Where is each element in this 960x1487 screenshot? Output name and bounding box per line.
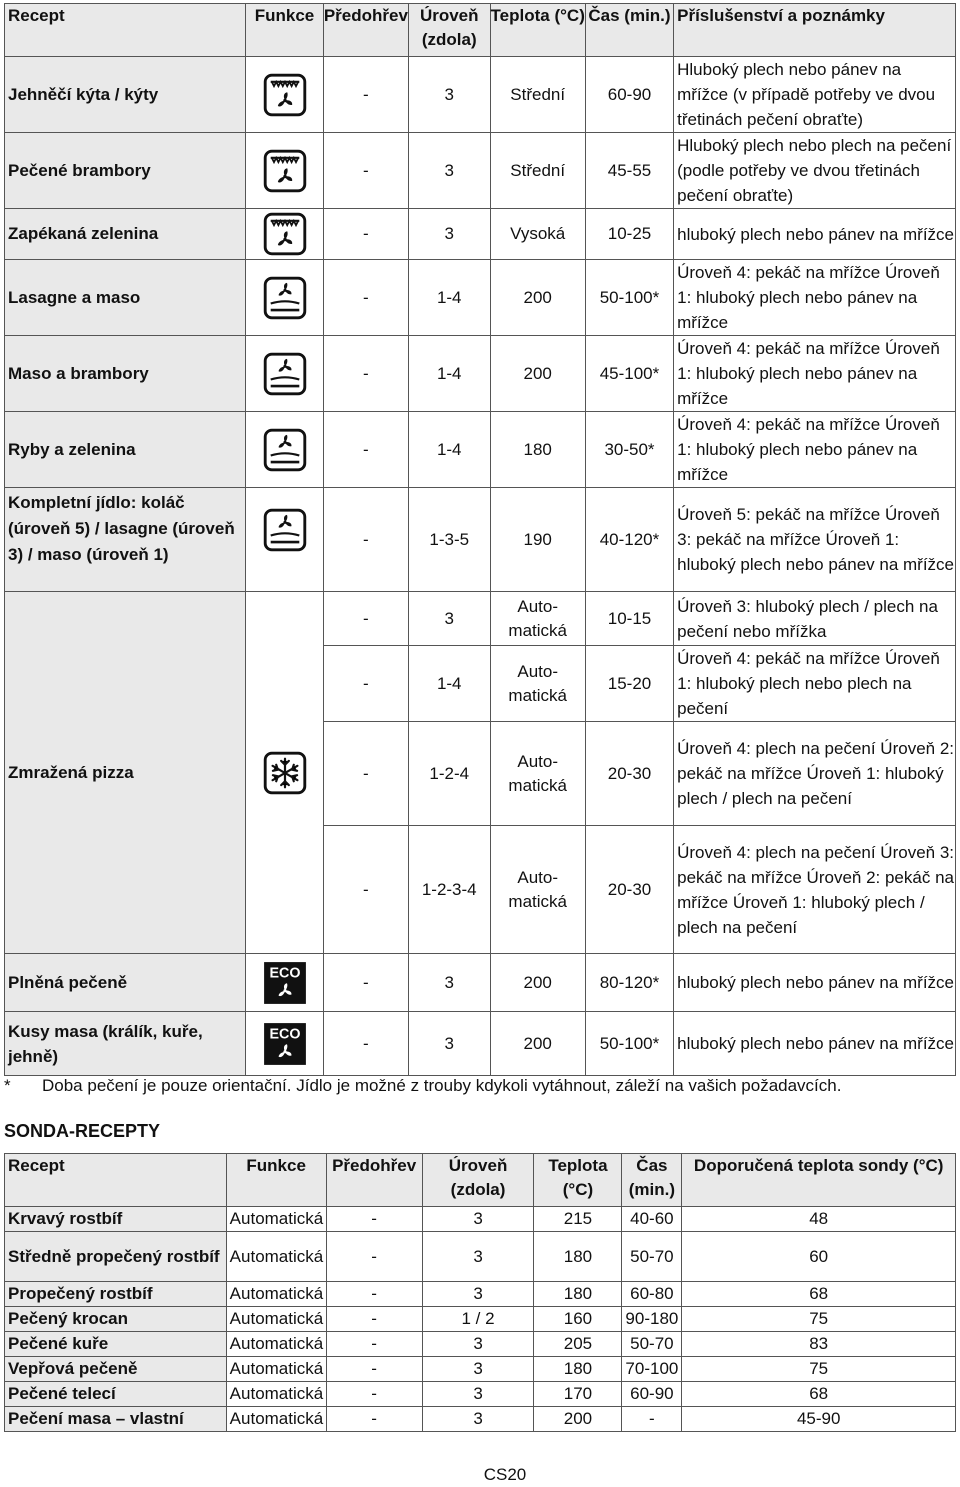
header-recipe: Recept bbox=[5, 4, 246, 57]
table-row bbox=[5, 592, 956, 646]
level-cell: 3 bbox=[408, 954, 490, 1012]
header-accessories: Příslušenství a poznámky bbox=[674, 4, 956, 57]
multilevel-fan-icon bbox=[263, 428, 307, 472]
time-cell: 10-15 bbox=[585, 592, 673, 646]
recipe-name: Plněná pečeně bbox=[5, 954, 246, 1012]
function-cell: Automatická bbox=[226, 1382, 326, 1407]
table-row bbox=[5, 412, 956, 488]
recipe-name: Kusy masa (králík, kuře, jehně) bbox=[5, 1012, 246, 1076]
header-temperature: Teplota (°C) bbox=[490, 4, 585, 57]
temperature-cell: 160 bbox=[534, 1307, 622, 1332]
probe-temperature-cell: 83 bbox=[682, 1332, 956, 1357]
time-cell: 70-100 bbox=[622, 1357, 682, 1382]
temperature-cell: 200 bbox=[490, 336, 585, 412]
temperature-cell: 180 bbox=[534, 1282, 622, 1307]
function-cell: Automatická bbox=[226, 1307, 326, 1332]
recipe-name: Středně propečený rostbíf bbox=[5, 1232, 227, 1282]
time-cell: - bbox=[622, 1407, 682, 1432]
table-row bbox=[5, 1332, 956, 1357]
table-row bbox=[5, 1282, 956, 1307]
preheat-cell: - bbox=[323, 57, 408, 133]
level-cell: 1-2-4 bbox=[408, 722, 490, 826]
level-cell: 3 bbox=[408, 57, 490, 133]
preheat-cell: - bbox=[323, 722, 408, 826]
table-row bbox=[5, 133, 956, 209]
preheat-cell: - bbox=[326, 1232, 422, 1282]
recipe-name: Jehněčí kýta / kýty bbox=[5, 57, 246, 133]
level-cell: 3 bbox=[422, 1407, 534, 1432]
recipe-name: Krvavý rostbíf bbox=[5, 1207, 227, 1232]
function-cell: Automatická bbox=[226, 1232, 326, 1282]
function-cell bbox=[246, 412, 324, 488]
level-cell: 1 / 2 bbox=[422, 1307, 534, 1332]
temperature-cell: 180 bbox=[490, 412, 585, 488]
accessories-cell: Úroveň 4: plech na pečení Úroveň 3: pekáč na mřížce Úroveň 2: pekáč na mřížce Úroveň 1: hluboký plech / plech na pečení bbox=[674, 826, 956, 954]
function-cell bbox=[246, 57, 324, 133]
temperature-cell: 200 bbox=[490, 260, 585, 336]
level-cell: 3 bbox=[422, 1382, 534, 1407]
time-cell: 80-120* bbox=[585, 954, 673, 1012]
grill-fan-icon bbox=[263, 73, 307, 117]
time-cell: 50-100* bbox=[585, 260, 673, 336]
temperature-cell: Auto-matická bbox=[490, 722, 585, 826]
probe-temperature-cell: 68 bbox=[682, 1282, 956, 1307]
preheat-cell: - bbox=[323, 412, 408, 488]
table-row bbox=[5, 1382, 956, 1407]
level-cell: 3 bbox=[422, 1282, 534, 1307]
table-header-row bbox=[5, 1154, 956, 1207]
time-cell: 50-100* bbox=[585, 1012, 673, 1076]
temperature-cell: 190 bbox=[490, 488, 585, 592]
header-function: Funkce bbox=[246, 4, 324, 57]
preheat-cell: - bbox=[326, 1307, 422, 1332]
function-cell: Automatická bbox=[226, 1282, 326, 1307]
function-cell bbox=[246, 954, 324, 1012]
eco-fan-icon bbox=[263, 961, 307, 1005]
temperature-cell: 215 bbox=[534, 1207, 622, 1232]
preheat-cell: - bbox=[326, 1357, 422, 1382]
level-cell: 1-4 bbox=[408, 336, 490, 412]
level-cell: 1-4 bbox=[408, 260, 490, 336]
time-cell: 90-180 bbox=[622, 1307, 682, 1332]
probe-temperature-cell: 75 bbox=[682, 1357, 956, 1382]
function-cell: Automatická bbox=[226, 1407, 326, 1432]
header-temperature: Teplota (°C) bbox=[534, 1154, 622, 1207]
probe-temperature-cell: 75 bbox=[682, 1307, 956, 1332]
accessories-cell: Úroveň 4: plech na pečení Úroveň 2: pekáč na mřížce Úroveň 1: hluboký plech / plech na pečení bbox=[674, 722, 956, 826]
function-cell: Automatická bbox=[226, 1207, 326, 1232]
level-cell: 3 bbox=[408, 1012, 490, 1076]
table-row bbox=[5, 209, 956, 260]
accessories-cell: Úroveň 4: pekáč na mřížce Úroveň 1: hluboký plech nebo pánev na mřížce bbox=[674, 260, 956, 336]
recipe-name: Lasagne a maso bbox=[5, 260, 246, 336]
table-row bbox=[5, 954, 956, 1012]
page-number: CS20 bbox=[483, 1465, 527, 1484]
footnote-mark: * bbox=[4, 1076, 11, 1095]
time-cell: 15-20 bbox=[585, 646, 673, 722]
multilevel-fan-icon bbox=[263, 276, 307, 320]
level-cell: 3 bbox=[408, 209, 490, 260]
preheat-cell: - bbox=[323, 488, 408, 592]
table-row bbox=[5, 1232, 956, 1282]
preheat-cell: - bbox=[326, 1382, 422, 1407]
preheat-cell: - bbox=[323, 133, 408, 209]
table-row bbox=[5, 336, 956, 412]
function-cell: Automatická bbox=[226, 1357, 326, 1382]
table-row bbox=[5, 1207, 956, 1232]
recipe-name: Pečené brambory bbox=[5, 133, 246, 209]
probe-recipes-table bbox=[4, 1153, 956, 1432]
time-cell: 60-90 bbox=[585, 57, 673, 133]
table-row bbox=[5, 1357, 956, 1382]
preheat-cell: - bbox=[326, 1332, 422, 1357]
temperature-cell: Střední bbox=[490, 57, 585, 133]
temperature-cell: Auto-matická bbox=[490, 592, 585, 646]
preheat-cell: - bbox=[323, 260, 408, 336]
recipe-name: Pečení masa – vlastní bbox=[5, 1407, 227, 1432]
time-cell: 40-120* bbox=[585, 488, 673, 592]
preheat-cell: - bbox=[326, 1282, 422, 1307]
table-header-row bbox=[5, 4, 956, 57]
time-cell: 40-60 bbox=[622, 1207, 682, 1232]
time-cell: 60-80 bbox=[622, 1282, 682, 1307]
table-row bbox=[5, 57, 956, 133]
eco-label: ECO bbox=[269, 965, 300, 981]
recipe-name: Zapékaná zelenina bbox=[5, 209, 246, 260]
function-cell bbox=[246, 260, 324, 336]
section-title: SONDA-RECEPTY bbox=[4, 1121, 161, 1141]
footnote bbox=[4, 1076, 841, 1096]
function-cell bbox=[246, 488, 324, 592]
recipe-name: Propečený rostbíf bbox=[5, 1282, 227, 1307]
header-preheat: Předohřev bbox=[323, 4, 408, 57]
preheat-cell: - bbox=[323, 592, 408, 646]
header-probe-temperature: Doporučená teplota sondy (°C) bbox=[682, 1154, 956, 1207]
accessories-cell: Úroveň 3: hluboký plech / plech na pečení nebo mřížka bbox=[674, 592, 956, 646]
table-row bbox=[5, 1407, 956, 1432]
temperature-cell: 170 bbox=[534, 1382, 622, 1407]
level-cell: 3 bbox=[422, 1332, 534, 1357]
level-cell: 3 bbox=[408, 592, 490, 646]
header-time: Čas (min.) bbox=[585, 4, 673, 57]
accessories-cell: hluboký plech nebo pánev na mřížce bbox=[674, 1012, 956, 1076]
temperature-cell: Auto-matická bbox=[490, 646, 585, 722]
time-cell: 45-55 bbox=[585, 133, 673, 209]
table-row bbox=[5, 1307, 956, 1332]
level-cell: 1-4 bbox=[408, 646, 490, 722]
header-recipe: Recept bbox=[5, 1154, 227, 1207]
level-cell: 3 bbox=[408, 133, 490, 209]
level-cell: 3 bbox=[422, 1357, 534, 1382]
frozen-snowflake-icon bbox=[263, 751, 307, 795]
header-function: Funkce bbox=[226, 1154, 326, 1207]
time-cell: 20-30 bbox=[585, 722, 673, 826]
preheat-cell: - bbox=[326, 1207, 422, 1232]
accessories-cell: Hluboký plech nebo pánev na mřížce (v případě potřeby ve dvou třetinách pečení obraťte) bbox=[674, 57, 956, 133]
cooking-table bbox=[4, 3, 956, 1076]
probe-temperature-cell: 45-90 bbox=[682, 1407, 956, 1432]
temperature-cell: 200 bbox=[490, 954, 585, 1012]
temperature-cell: 180 bbox=[534, 1232, 622, 1282]
recipe-name: Maso a brambory bbox=[5, 336, 246, 412]
level-cell: 3 bbox=[422, 1207, 534, 1232]
function-cell bbox=[246, 1012, 324, 1076]
function-cell bbox=[246, 592, 324, 954]
function-cell bbox=[246, 209, 324, 260]
accessories-cell: Úroveň 4: pekáč na mřížce Úroveň 1: hluboký plech nebo pánev na mřížce bbox=[674, 412, 956, 488]
header-preheat: Předohřev bbox=[326, 1154, 422, 1207]
accessories-cell: Hluboký plech nebo plech na pečení (podle potřeby ve dvou třetinách pečení obraťte) bbox=[674, 133, 956, 209]
recipe-name: Kompletní jídlo: koláč (úroveň 5) / lasagne (úroveň 3) / maso (úroveň 1) bbox=[5, 488, 246, 592]
accessories-cell: Úroveň 4: pekáč na mřížce Úroveň 1: hluboký plech nebo pánev na mřížce bbox=[674, 336, 956, 412]
grill-fan-icon bbox=[263, 212, 307, 256]
preheat-cell: - bbox=[323, 646, 408, 722]
eco-fan-icon bbox=[263, 1022, 307, 1066]
preheat-cell: - bbox=[323, 209, 408, 260]
eco-label: ECO bbox=[269, 1026, 300, 1042]
preheat-cell: - bbox=[323, 954, 408, 1012]
header-time: Čas (min.) bbox=[622, 1154, 682, 1207]
level-cell: 1-4 bbox=[408, 412, 490, 488]
accessories-cell: Úroveň 4: pekáč na mřížce Úroveň 1: hluboký plech nebo plech na pečení bbox=[674, 646, 956, 722]
accessories-cell: Úroveň 5: pekáč na mřížce Úroveň 3: pekáč na mřížce Úroveň 1: hluboký plech nebo pánev na mřížce bbox=[674, 488, 956, 592]
table-row bbox=[5, 1012, 956, 1076]
time-cell: 10-25 bbox=[585, 209, 673, 260]
time-cell: 20-30 bbox=[585, 826, 673, 954]
accessories-cell: hluboký plech nebo pánev na mřížce bbox=[674, 954, 956, 1012]
function-cell bbox=[246, 133, 324, 209]
grill-fan-icon bbox=[263, 149, 307, 193]
level-cell: 3 bbox=[422, 1232, 534, 1282]
multilevel-fan-icon bbox=[263, 508, 307, 552]
function-cell: Automatická bbox=[226, 1332, 326, 1357]
probe-temperature-cell: 68 bbox=[682, 1382, 956, 1407]
temperature-cell: Vysoká bbox=[490, 209, 585, 260]
recipe-name: Pečený krocan bbox=[5, 1307, 227, 1332]
recipe-name: Pečené telecí bbox=[5, 1382, 227, 1407]
recipe-name: Zmražená pizza bbox=[5, 592, 246, 954]
recipe-name: Ryby a zelenina bbox=[5, 412, 246, 488]
footnote-text: Doba pečení je pouze orientační. Jídlo je možné z trouby kdykoli vytáhnout, záleží na vašich požadavcích. bbox=[42, 1076, 842, 1095]
temperature-cell: 200 bbox=[534, 1407, 622, 1432]
temperature-cell: 200 bbox=[490, 1012, 585, 1076]
temperature-cell: Auto-matická bbox=[490, 826, 585, 954]
preheat-cell: - bbox=[326, 1407, 422, 1432]
table-row bbox=[5, 260, 956, 336]
table-row bbox=[5, 488, 956, 592]
preheat-cell: - bbox=[323, 826, 408, 954]
multilevel-fan-icon bbox=[263, 352, 307, 396]
preheat-cell: - bbox=[323, 336, 408, 412]
time-cell: 60-90 bbox=[622, 1382, 682, 1407]
recipe-name: Vepřová pečeně bbox=[5, 1357, 227, 1382]
preheat-cell: - bbox=[323, 1012, 408, 1076]
probe-temperature-cell: 48 bbox=[682, 1207, 956, 1232]
probe-temperature-cell: 60 bbox=[682, 1232, 956, 1282]
time-cell: 45-100* bbox=[585, 336, 673, 412]
header-level: Úroveň (zdola) bbox=[408, 4, 490, 57]
time-cell: 50-70 bbox=[622, 1332, 682, 1357]
temperature-cell: 205 bbox=[534, 1332, 622, 1357]
accessories-cell: hluboký plech nebo pánev na mřížce bbox=[674, 209, 956, 260]
function-cell bbox=[246, 336, 324, 412]
level-cell: 1-2-3-4 bbox=[408, 826, 490, 954]
header-level: Úroveň (zdola) bbox=[422, 1154, 534, 1207]
recipe-name: Pečené kuře bbox=[5, 1332, 227, 1357]
temperature-cell: Střední bbox=[490, 133, 585, 209]
time-cell: 50-70 bbox=[622, 1232, 682, 1282]
level-cell: 1-3-5 bbox=[408, 488, 490, 592]
temperature-cell: 180 bbox=[534, 1357, 622, 1382]
time-cell: 30-50* bbox=[585, 412, 673, 488]
